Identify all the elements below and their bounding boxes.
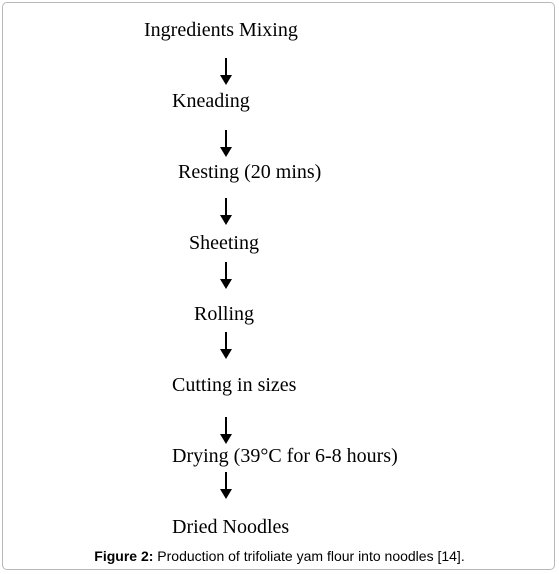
caption-label: Figure 2: <box>94 548 154 564</box>
arrow-down-icon <box>219 332 233 360</box>
step-cutting-in-sizes: Cutting in sizes <box>172 374 297 396</box>
arrow-down-icon <box>219 262 233 290</box>
step-kneading: Kneading <box>172 90 250 112</box>
arrow-down-icon <box>219 198 233 226</box>
caption-text: Production of trifoliate yam flour into noodles [14]. <box>153 548 465 564</box>
arrow-down-icon <box>219 58 233 86</box>
arrow-down-icon <box>219 472 233 500</box>
arrow-down-icon <box>219 130 233 158</box>
step-dried-noodles: Dried Noodles <box>172 516 290 538</box>
step-ingredients-mixing: Ingredients Mixing <box>144 19 298 41</box>
step-resting: Resting (20 mins) <box>178 161 322 183</box>
arrow-down-icon <box>219 417 233 445</box>
step-drying: Drying (39°C for 6-8 hours) <box>172 445 398 467</box>
figure-frame <box>2 2 555 570</box>
step-sheeting: Sheeting <box>189 232 259 254</box>
step-rolling: Rolling <box>194 303 255 325</box>
figure-caption <box>0 547 559 565</box>
